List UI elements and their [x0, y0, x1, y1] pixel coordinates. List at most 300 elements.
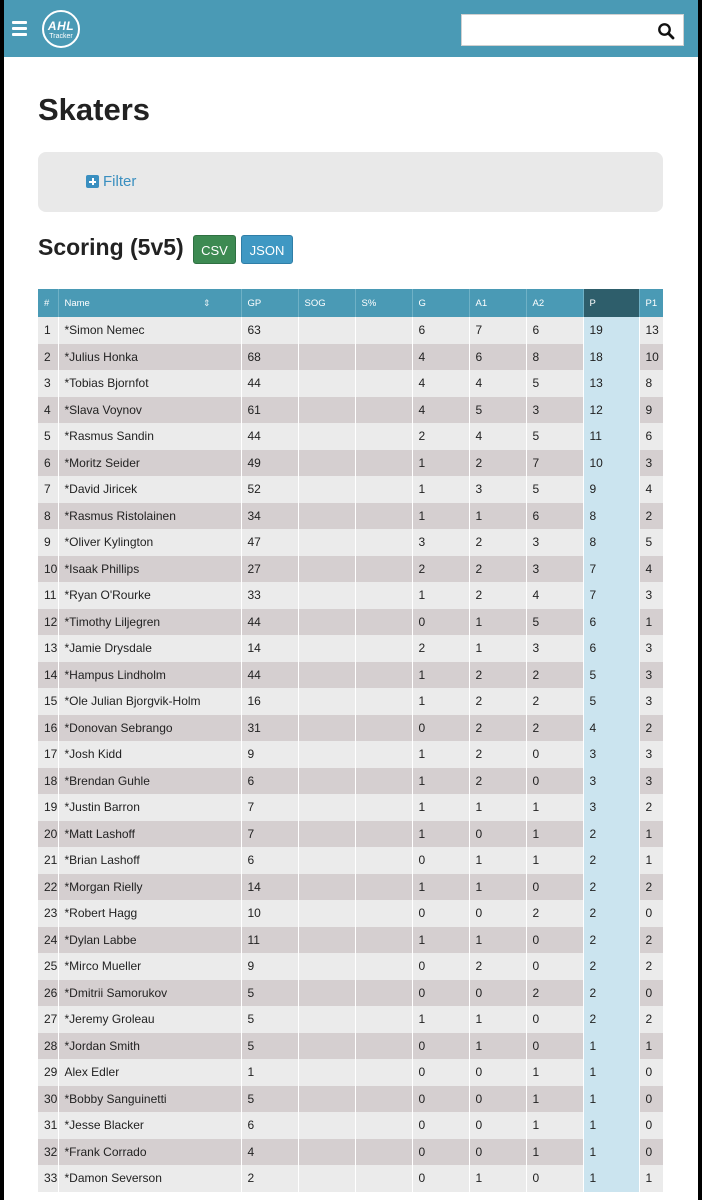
points-cell: 19 — [583, 317, 639, 344]
shooting-pct-cell — [355, 1006, 412, 1033]
sog-cell — [298, 609, 355, 636]
player-name-cell[interactable]: *Slava Voynov — [58, 397, 241, 424]
primary-points-cell: 6 — [639, 423, 663, 450]
points-cell: 3 — [583, 794, 639, 821]
sog-cell — [298, 397, 355, 424]
table-row — [38, 1165, 663, 1192]
rank-cell: 23 — [38, 900, 58, 927]
secondary-assists-cell: 1 — [526, 1112, 583, 1139]
top-navbar — [4, 0, 698, 57]
player-name-cell[interactable]: *Donovan Sebrango — [58, 715, 241, 742]
gp-cell: 16 — [241, 688, 298, 715]
goals-cell: 6 — [412, 317, 469, 344]
secondary-assists-cell: 2 — [526, 980, 583, 1007]
secondary-assists-cell: 0 — [526, 953, 583, 980]
points-cell: 1 — [583, 1165, 639, 1192]
primary-assists-cell: 0 — [469, 1139, 526, 1166]
sog-cell — [298, 476, 355, 503]
points-cell: 2 — [583, 874, 639, 901]
shooting-pct-cell — [355, 476, 412, 503]
shooting-pct-cell — [355, 794, 412, 821]
goals-cell: 2 — [412, 635, 469, 662]
gp-cell: 34 — [241, 503, 298, 530]
gp-cell: 9 — [241, 953, 298, 980]
primary-assists-cell: 0 — [469, 900, 526, 927]
gp-cell: 6 — [241, 768, 298, 795]
primary-assists-cell: 1 — [469, 1165, 526, 1192]
gp-cell: 7 — [241, 794, 298, 821]
gp-cell: 52 — [241, 476, 298, 503]
secondary-assists-cell: 2 — [526, 715, 583, 742]
shooting-pct-cell — [355, 847, 412, 874]
player-name-cell[interactable]: *Dylan Labbe — [58, 927, 241, 954]
plus-square-icon — [86, 175, 99, 188]
gp-cell: 10 — [241, 900, 298, 927]
gp-cell: 7 — [241, 821, 298, 848]
goals-cell: 0 — [412, 1059, 469, 1086]
rank-cell: 2 — [38, 344, 58, 371]
rank-cell: 8 — [38, 503, 58, 530]
secondary-assists-cell: 4 — [526, 582, 583, 609]
player-name-cell[interactable]: *Frank Corrado — [58, 1139, 241, 1166]
primary-points-cell: 0 — [639, 1139, 663, 1166]
player-name-cell[interactable]: *Bobby Sanguinetti — [58, 1086, 241, 1113]
primary-assists-cell: 1 — [469, 874, 526, 901]
secondary-assists-cell: 1 — [526, 1059, 583, 1086]
shooting-pct-cell — [355, 662, 412, 689]
table-row — [38, 1006, 663, 1033]
table-row — [38, 927, 663, 954]
table-row — [38, 1033, 663, 1060]
goals-cell: 1 — [412, 450, 469, 477]
secondary-assists-cell: 3 — [526, 556, 583, 583]
goals-cell: 1 — [412, 874, 469, 901]
filter-label: Filter — [103, 173, 137, 190]
primary-assists-cell: 0 — [469, 821, 526, 848]
shooting-pct-cell — [355, 317, 412, 344]
header-rank[interactable]: # — [38, 289, 58, 317]
sog-cell — [298, 741, 355, 768]
goals-cell: 1 — [412, 1006, 469, 1033]
secondary-assists-cell: 8 — [526, 344, 583, 371]
rank-cell: 9 — [38, 529, 58, 556]
sog-cell — [298, 450, 355, 477]
shooting-pct-cell — [355, 821, 412, 848]
player-name-cell[interactable]: Alex Edler — [58, 1059, 241, 1086]
points-cell: 2 — [583, 980, 639, 1007]
sog-cell — [298, 900, 355, 927]
primary-points-cell: 3 — [639, 662, 663, 689]
goals-cell: 0 — [412, 609, 469, 636]
player-name-cell[interactable]: *Ole Julian Bjorgvik-Holm — [58, 688, 241, 715]
shooting-pct-cell — [355, 1033, 412, 1060]
page-title: Skaters — [38, 92, 151, 127]
ahl-tracker-logo[interactable] — [42, 10, 80, 48]
secondary-assists-cell: 1 — [526, 821, 583, 848]
points-cell: 2 — [583, 953, 639, 980]
points-cell: 2 — [583, 927, 639, 954]
rank-cell: 5 — [38, 423, 58, 450]
sog-cell — [298, 1006, 355, 1033]
sog-cell — [298, 344, 355, 371]
primary-points-cell: 4 — [639, 476, 663, 503]
secondary-assists-cell: 5 — [526, 370, 583, 397]
sort-icon: ⇕ — [202, 297, 211, 308]
table-row — [38, 450, 663, 477]
points-cell: 8 — [583, 529, 639, 556]
player-name-cell[interactable]: *Brendan Guhle — [58, 768, 241, 795]
header-gp[interactable]: GP — [241, 289, 298, 317]
primary-assists-cell: 2 — [469, 953, 526, 980]
player-name-cell[interactable]: *Timothy Liljegren — [58, 609, 241, 636]
sog-cell — [298, 874, 355, 901]
player-name-cell[interactable]: *Damon Severson — [58, 1165, 241, 1192]
filter-toggle[interactable] — [86, 173, 136, 190]
shooting-pct-cell — [355, 397, 412, 424]
header-name[interactable] — [58, 289, 241, 317]
gp-cell: 61 — [241, 397, 298, 424]
player-name-cell[interactable]: *Moritz Seider — [58, 450, 241, 477]
points-cell: 7 — [583, 556, 639, 583]
secondary-assists-cell: 0 — [526, 768, 583, 795]
player-name-cell[interactable]: *Rasmus Sandin — [58, 423, 241, 450]
player-name-cell[interactable]: *Robert Hagg — [58, 900, 241, 927]
rank-cell: 28 — [38, 1033, 58, 1060]
sog-cell — [298, 529, 355, 556]
goals-cell: 0 — [412, 900, 469, 927]
player-name-cell[interactable]: *Ryan O'Rourke — [58, 582, 241, 609]
player-name-cell[interactable]: *Morgan Rielly — [58, 874, 241, 901]
rank-cell: 33 — [38, 1165, 58, 1192]
player-name-cell[interactable]: *Jamie Drysdale — [58, 635, 241, 662]
shooting-pct-cell — [355, 927, 412, 954]
points-cell: 9 — [583, 476, 639, 503]
gp-cell: 9 — [241, 741, 298, 768]
primary-points-cell: 5 — [639, 529, 663, 556]
scoring-table-wrapper[interactable] — [38, 289, 663, 1200]
secondary-assists-cell: 0 — [526, 1006, 583, 1033]
primary-points-cell: 9 — [639, 397, 663, 424]
player-name-cell[interactable]: *Tobias Bjornfot — [58, 370, 241, 397]
header-sp[interactable]: S% — [355, 289, 412, 317]
sog-cell — [298, 1112, 355, 1139]
goals-cell: 1 — [412, 794, 469, 821]
shooting-pct-cell — [355, 450, 412, 477]
rank-cell: 19 — [38, 794, 58, 821]
primary-points-cell: 1 — [639, 1033, 663, 1060]
primary-points-cell: 0 — [639, 1112, 663, 1139]
table-row — [38, 344, 663, 371]
gp-cell: 27 — [241, 556, 298, 583]
points-cell: 4 — [583, 715, 639, 742]
gp-cell: 44 — [241, 662, 298, 689]
header-a2[interactable]: A2 — [526, 289, 583, 317]
hamburger-menu-icon[interactable] — [12, 21, 27, 35]
table-row — [38, 662, 663, 689]
secondary-assists-cell: 0 — [526, 1165, 583, 1192]
search-input[interactable] — [462, 15, 658, 45]
points-cell: 8 — [583, 503, 639, 530]
gp-cell: 33 — [241, 582, 298, 609]
primary-assists-cell: 1 — [469, 1006, 526, 1033]
primary-assists-cell: 2 — [469, 450, 526, 477]
table-row — [38, 821, 663, 848]
player-name-cell[interactable]: *Josh Kidd — [58, 741, 241, 768]
secondary-assists-cell: 5 — [526, 609, 583, 636]
gp-cell: 5 — [241, 1006, 298, 1033]
primary-points-cell: 0 — [639, 1086, 663, 1113]
header-sog[interactable]: SOG — [298, 289, 355, 317]
points-cell: 7 — [583, 582, 639, 609]
gp-cell: 31 — [241, 715, 298, 742]
table-row — [38, 794, 663, 821]
shooting-pct-cell — [355, 423, 412, 450]
gp-cell: 5 — [241, 1086, 298, 1113]
points-cell: 1 — [583, 1059, 639, 1086]
sog-cell — [298, 662, 355, 689]
search-icon[interactable] — [657, 22, 675, 40]
points-cell: 5 — [583, 662, 639, 689]
secondary-assists-cell: 6 — [526, 503, 583, 530]
goals-cell: 1 — [412, 768, 469, 795]
filter-panel — [38, 152, 663, 212]
sog-cell — [298, 1165, 355, 1192]
secondary-assists-cell: 2 — [526, 662, 583, 689]
shooting-pct-cell — [355, 715, 412, 742]
player-name-cell[interactable]: *Jesse Blacker — [58, 1112, 241, 1139]
rank-cell: 24 — [38, 927, 58, 954]
goals-cell: 0 — [412, 847, 469, 874]
table-header-row — [38, 289, 663, 317]
shooting-pct-cell — [355, 556, 412, 583]
primary-assists-cell: 0 — [469, 1059, 526, 1086]
rank-cell: 30 — [38, 1086, 58, 1113]
secondary-assists-cell: 3 — [526, 397, 583, 424]
primary-assists-cell: 4 — [469, 370, 526, 397]
primary-points-cell: 4 — [639, 556, 663, 583]
primary-points-cell: 2 — [639, 503, 663, 530]
shooting-pct-cell — [355, 1112, 412, 1139]
table-row — [38, 503, 663, 530]
sog-cell — [298, 688, 355, 715]
primary-assists-cell: 2 — [469, 556, 526, 583]
points-cell: 2 — [583, 1006, 639, 1033]
rank-cell: 10 — [38, 556, 58, 583]
gp-cell: 14 — [241, 874, 298, 901]
gp-cell: 49 — [241, 450, 298, 477]
rank-cell: 13 — [38, 635, 58, 662]
rank-cell: 31 — [38, 1112, 58, 1139]
secondary-assists-cell: 6 — [526, 317, 583, 344]
sog-cell — [298, 423, 355, 450]
secondary-assists-cell: 0 — [526, 927, 583, 954]
primary-points-cell: 2 — [639, 927, 663, 954]
rank-cell: 17 — [38, 741, 58, 768]
table-row — [38, 900, 663, 927]
points-cell: 2 — [583, 821, 639, 848]
header-a1[interactable]: A1 — [469, 289, 526, 317]
gp-cell: 6 — [241, 1112, 298, 1139]
primary-assists-cell: 3 — [469, 476, 526, 503]
points-cell: 3 — [583, 741, 639, 768]
goals-cell: 0 — [412, 1112, 469, 1139]
table-row — [38, 980, 663, 1007]
header-p[interactable]: P — [583, 289, 639, 317]
table-row — [38, 741, 663, 768]
primary-points-cell: 3 — [639, 741, 663, 768]
shooting-pct-cell — [355, 688, 412, 715]
csv-export-button[interactable]: CSV — [193, 235, 236, 264]
player-name-cell[interactable]: *Isaak Phillips — [58, 556, 241, 583]
primary-assists-cell: 5 — [469, 397, 526, 424]
primary-points-cell: 1 — [639, 847, 663, 874]
secondary-assists-cell: 2 — [526, 900, 583, 927]
rank-cell: 16 — [38, 715, 58, 742]
sog-cell — [298, 821, 355, 848]
gp-cell: 4 — [241, 1139, 298, 1166]
primary-assists-cell: 1 — [469, 503, 526, 530]
table-row — [38, 397, 663, 424]
player-name-cell[interactable]: *Oliver Kylington — [58, 529, 241, 556]
scoring-table — [38, 289, 663, 1192]
primary-assists-cell: 0 — [469, 1086, 526, 1113]
goals-cell: 1 — [412, 688, 469, 715]
gp-cell: 63 — [241, 317, 298, 344]
goals-cell: 1 — [412, 476, 469, 503]
rank-cell: 29 — [38, 1059, 58, 1086]
table-row — [38, 1086, 663, 1113]
player-name-cell[interactable]: *Matt Lashoff — [58, 821, 241, 848]
primary-points-cell: 2 — [639, 953, 663, 980]
section-title: Scoring (5v5) — [38, 234, 184, 260]
table-row — [38, 370, 663, 397]
shooting-pct-cell — [355, 344, 412, 371]
player-name-cell[interactable]: *Hampus Lindholm — [58, 662, 241, 689]
logo-line2: Tracker — [49, 33, 73, 40]
primary-points-cell: 0 — [639, 1059, 663, 1086]
goals-cell: 0 — [412, 953, 469, 980]
shooting-pct-cell — [355, 741, 412, 768]
gp-cell: 44 — [241, 423, 298, 450]
secondary-assists-cell: 1 — [526, 1086, 583, 1113]
secondary-assists-cell: 0 — [526, 1033, 583, 1060]
player-name-cell[interactable]: *Brian Lashoff — [58, 847, 241, 874]
player-name-cell[interactable]: *Mirco Mueller — [58, 953, 241, 980]
table-body — [38, 317, 663, 1192]
sog-cell — [298, 768, 355, 795]
player-name-cell[interactable]: *Julius Honka — [58, 344, 241, 371]
goals-cell: 0 — [412, 715, 469, 742]
player-name-cell[interactable]: *Simon Nemec — [58, 317, 241, 344]
table-row — [38, 582, 663, 609]
shooting-pct-cell — [355, 874, 412, 901]
rank-cell: 14 — [38, 662, 58, 689]
shooting-pct-cell — [355, 768, 412, 795]
rank-cell: 22 — [38, 874, 58, 901]
table-row — [38, 1112, 663, 1139]
header-name-label: Name — [64, 297, 90, 309]
points-cell: 6 — [583, 635, 639, 662]
rank-cell: 18 — [38, 768, 58, 795]
gp-cell: 47 — [241, 529, 298, 556]
sog-cell — [298, 980, 355, 1007]
primary-points-cell: 0 — [639, 980, 663, 1007]
shooting-pct-cell — [355, 1059, 412, 1086]
points-cell: 3 — [583, 768, 639, 795]
player-name-cell[interactable]: *Dmitrii Samorukov — [58, 980, 241, 1007]
primary-points-cell: 2 — [639, 1006, 663, 1033]
primary-assists-cell: 1 — [469, 927, 526, 954]
primary-assists-cell: 2 — [469, 715, 526, 742]
table-row — [38, 476, 663, 503]
header-p1[interactable]: P1 — [639, 289, 663, 317]
shooting-pct-cell — [355, 609, 412, 636]
primary-assists-cell: 2 — [469, 582, 526, 609]
goals-cell: 1 — [412, 582, 469, 609]
rank-cell: 27 — [38, 1006, 58, 1033]
secondary-assists-cell: 7 — [526, 450, 583, 477]
goals-cell: 0 — [412, 1086, 469, 1113]
shooting-pct-cell — [355, 980, 412, 1007]
gp-cell: 11 — [241, 927, 298, 954]
gp-cell: 6 — [241, 847, 298, 874]
json-export-button[interactable]: JSON — [241, 235, 293, 264]
player-name-cell[interactable]: *Jeremy Groleau — [58, 1006, 241, 1033]
goals-cell: 1 — [412, 662, 469, 689]
gp-cell: 44 — [241, 370, 298, 397]
primary-assists-cell: 2 — [469, 529, 526, 556]
primary-points-cell: 2 — [639, 874, 663, 901]
goals-cell: 4 — [412, 397, 469, 424]
points-cell: 1 — [583, 1086, 639, 1113]
table-row — [38, 423, 663, 450]
shooting-pct-cell — [355, 635, 412, 662]
primary-assists-cell: 2 — [469, 662, 526, 689]
search-box — [461, 14, 684, 46]
player-name-cell[interactable]: *David Jiricek — [58, 476, 241, 503]
rank-cell: 12 — [38, 609, 58, 636]
sog-cell — [298, 582, 355, 609]
player-name-cell[interactable]: *Jordan Smith — [58, 1033, 241, 1060]
gp-cell: 2 — [241, 1165, 298, 1192]
secondary-assists-cell: 5 — [526, 423, 583, 450]
table-row — [38, 688, 663, 715]
sog-cell — [298, 794, 355, 821]
player-name-cell[interactable]: *Justin Barron — [58, 794, 241, 821]
shooting-pct-cell — [355, 582, 412, 609]
points-cell: 2 — [583, 847, 639, 874]
primary-assists-cell: 1 — [469, 609, 526, 636]
table-row — [38, 635, 663, 662]
rank-cell: 26 — [38, 980, 58, 1007]
primary-assists-cell: 4 — [469, 423, 526, 450]
gp-cell: 44 — [241, 609, 298, 636]
primary-assists-cell: 1 — [469, 1033, 526, 1060]
table-row — [38, 1059, 663, 1086]
rank-cell: 1 — [38, 317, 58, 344]
header-g[interactable]: G — [412, 289, 469, 317]
primary-points-cell: 1 — [639, 1165, 663, 1192]
shooting-pct-cell — [355, 529, 412, 556]
table-row — [38, 529, 663, 556]
points-cell: 5 — [583, 688, 639, 715]
player-name-cell[interactable]: *Rasmus Ristolainen — [58, 503, 241, 530]
goals-cell: 1 — [412, 927, 469, 954]
points-cell: 6 — [583, 609, 639, 636]
points-cell: 13 — [583, 370, 639, 397]
secondary-assists-cell: 2 — [526, 688, 583, 715]
shooting-pct-cell — [355, 900, 412, 927]
